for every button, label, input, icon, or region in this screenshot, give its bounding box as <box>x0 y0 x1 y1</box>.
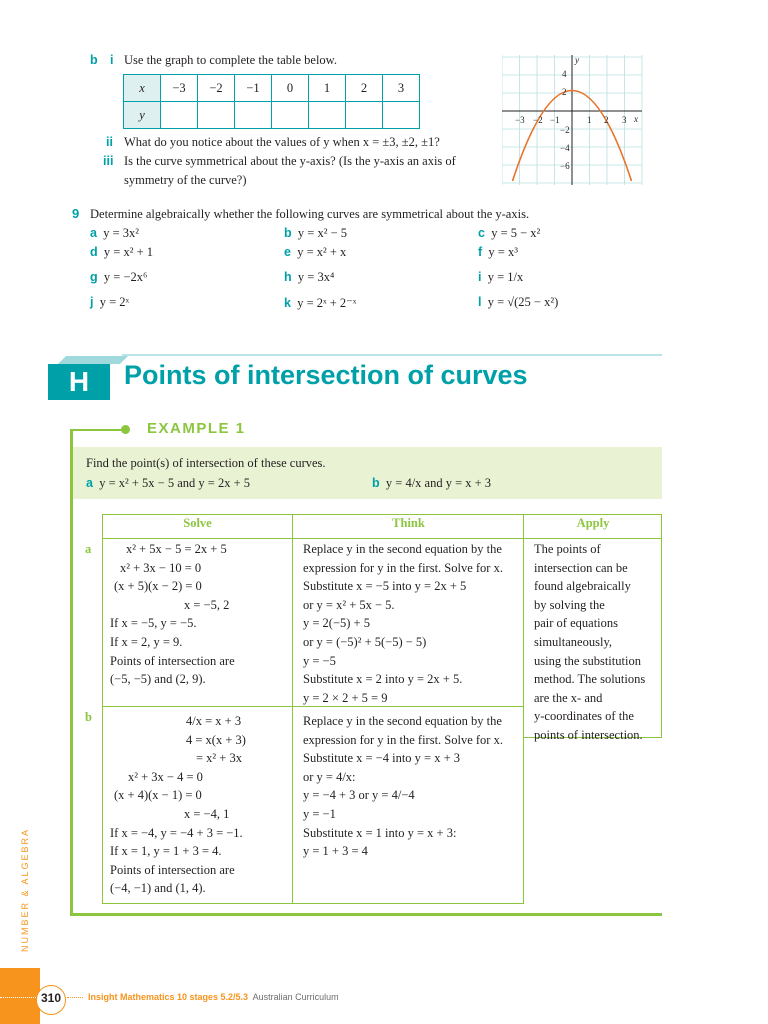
parabola-graph <box>502 55 644 187</box>
solve-line: 4 = x(x + 3) <box>186 732 246 747</box>
apply-line: pair of equations <box>534 616 619 631</box>
row-a-label: a <box>85 542 92 556</box>
item-letter: a <box>90 226 97 240</box>
apply-line: by solving the <box>534 597 605 612</box>
y-tick-label: −6 <box>560 161 570 171</box>
column-header-apply: Apply <box>576 516 610 530</box>
section-letter: H <box>48 364 110 400</box>
y-tick-label: −4 <box>560 143 570 153</box>
solve-line: x = −4, 1 <box>184 806 230 821</box>
solve-line: 4/x = x + 3 <box>186 714 242 728</box>
row-b-label: b <box>85 710 92 724</box>
table-x-cell: 0 <box>272 75 309 102</box>
item-expression: y = x² + 1 <box>103 245 153 259</box>
think-line: expression for y in the first. Solve for x. <box>303 732 503 747</box>
think-line: y = −1 <box>303 806 336 821</box>
think-line: Substitute x = 2 into y = 2x + 5. <box>303 672 463 687</box>
think-line: y = 1 + 3 = 4 <box>303 844 368 859</box>
solve-line: (x + 4)(x − 1) = 0 <box>114 788 202 803</box>
think-line: or y = x² + 5x − 5. <box>303 597 395 612</box>
item-expression: y = √(25 − x²) <box>487 295 559 309</box>
solve-line: (x + 5)(x − 2) = 0 <box>114 579 202 594</box>
item-letter: d <box>90 245 98 259</box>
item-letter: i <box>478 270 482 284</box>
solve-a-column <box>110 540 235 689</box>
apply-line: The points of <box>534 542 601 556</box>
example-prompt: Find the point(s) of intersection of these curves. <box>86 456 326 470</box>
x-tick-label: 1 <box>587 115 592 125</box>
think-line: or y = (−5)² + 5(−5) − 5) <box>303 634 427 649</box>
table-x-cell: 3 <box>383 75 420 102</box>
section-rule <box>122 354 662 356</box>
solve-line: (−4, −1) and (1, 4). <box>110 881 206 896</box>
prompt-part-a-letter: a <box>86 476 93 490</box>
think-line: expression for y in the first. Solve for x. <box>303 560 503 575</box>
think-line: Substitute x = −4 into y = x + 3 <box>303 751 461 766</box>
subpart-i-text: Use the graph to complete the table below. <box>124 53 338 67</box>
think-a-column <box>303 540 503 707</box>
example-left-border <box>70 429 73 915</box>
solve-line: x² + 3x − 4 = 0 <box>128 769 203 784</box>
think-b-column <box>303 712 503 861</box>
table-y-cell <box>198 102 235 129</box>
subpart-i-number: i <box>110 53 114 67</box>
page-number: 310 <box>40 991 62 1005</box>
item-expression: y = 5 − x² <box>491 226 541 240</box>
prompt-part-b-letter: b <box>372 476 380 490</box>
y-tick-label: 4 <box>562 69 567 79</box>
solve-line: x² + 5x − 5 = 2x + 5 <box>126 542 227 556</box>
apply-line: are the x- and <box>534 690 603 705</box>
item-letter: e <box>284 245 291 259</box>
item-letter: c <box>478 226 485 240</box>
solve-b-column <box>110 712 246 898</box>
section-title: Points of intersection of curves <box>124 360 528 390</box>
x-tick-label: −1 <box>550 115 560 125</box>
solve-line: If x = 2, y = 9. <box>110 634 183 649</box>
item-expression: y = x³ <box>488 245 518 259</box>
solve-line: (−5, −5) and (2, 9). <box>110 672 206 687</box>
prompt-part-a: y = x² + 5x − 5 and y = 2x + 5 <box>99 476 250 490</box>
think-line: y = −5 <box>303 653 336 668</box>
example-prompt-box <box>73 447 662 499</box>
item-expression: y = x² − 5 <box>297 226 347 240</box>
footer-text <box>88 992 339 1002</box>
apply-column <box>534 540 645 745</box>
apply-line: intersection can be <box>534 560 628 575</box>
apply-line: points of intersection. <box>534 727 643 742</box>
x-axis-label: x <box>634 114 638 124</box>
question-9-text: Determine algebraically whether the following curves are symmetrical about the y-axis. <box>90 207 530 221</box>
table-y-cell <box>309 102 346 129</box>
column-header-solve: Solve <box>183 516 212 530</box>
apply-line: found algebraically <box>534 579 631 594</box>
footer-curriculum: Australian Curriculum <box>252 992 339 1002</box>
apply-line: y-coordinates of the <box>534 709 634 724</box>
think-line: Substitute x = −5 into y = 2x + 5 <box>303 579 467 594</box>
x-tick-label: −2 <box>533 115 543 125</box>
question-9-number: 9 <box>72 206 80 221</box>
sidebar-strand-label: NUMBER & ALGEBRA <box>20 827 30 952</box>
footer-dots-left <box>0 997 40 999</box>
footer-book-title: Insight Mathematics 10 stages 5.2/5.3 <box>88 992 249 1002</box>
page-corner-tab <box>0 968 40 1024</box>
item-letter: l <box>478 295 482 309</box>
think-line: y = −4 + 3 or y = 4/−4 <box>303 788 415 803</box>
table-y-cell <box>161 102 198 129</box>
table-x-cell: 2 <box>346 75 383 102</box>
x-tick-label: 3 <box>622 115 627 125</box>
part-b-letter: b <box>90 53 98 67</box>
subpart-iii-number: iii <box>103 154 114 168</box>
example-bottom-border <box>70 913 662 916</box>
item-letter: b <box>284 226 292 240</box>
subpart-iii-text-2: symmetry of the curve?) <box>124 173 247 187</box>
solve-line: Points of intersection are <box>110 653 235 668</box>
item-expression: y = x² + x <box>297 245 347 259</box>
item-expression: y = 2ˣ <box>99 295 130 309</box>
solve-line: = x² + 3x <box>196 751 242 766</box>
think-line: or y = 4/x: <box>303 769 356 784</box>
table-y-cell <box>235 102 272 129</box>
solve-line: If x = −4, y = −4 + 3 = −1. <box>110 825 243 840</box>
solve-line: x² + 3x − 10 = 0 <box>120 560 202 575</box>
item-expression: y = 2ˣ + 2⁻ˣ <box>297 296 357 310</box>
apply-line: method. The solutions <box>534 672 646 687</box>
example-heading: EXAMPLE 1 <box>147 420 246 437</box>
y-axis-label: y <box>575 55 579 65</box>
think-line: y = 2(−5) + 5 <box>303 616 370 631</box>
item-expression: y = 1/x <box>487 270 524 284</box>
section-badge <box>48 356 120 400</box>
table-y-cell <box>272 102 309 129</box>
think-line: Substitute x = 1 into y = x + 3: <box>303 825 457 840</box>
y-tick-label: −2 <box>560 125 570 135</box>
solve-line: Points of intersection are <box>110 862 235 877</box>
think-line: y = 2 × 2 + 5 = 9 <box>303 690 388 705</box>
think-line: Replace y in the second equation by the <box>303 714 502 728</box>
think-line: Replace y in the second equation by the <box>303 542 502 556</box>
item-expression: y = 3x² <box>103 226 140 240</box>
table-x-cell: −1 <box>235 75 272 102</box>
example-top-rule <box>70 429 125 431</box>
solve-line: If x = −5, y = −5. <box>110 616 197 631</box>
item-letter: f <box>478 245 483 259</box>
table-x-header: x <box>124 75 161 102</box>
item-letter: k <box>284 296 291 310</box>
table-x-cell: −2 <box>198 75 235 102</box>
table-y-header: y <box>124 102 161 129</box>
table-y-cell <box>383 102 420 129</box>
column-header-think: Think <box>392 516 425 530</box>
item-expression: y = 3x⁴ <box>297 270 335 284</box>
prompt-part-b: y = 4/x and y = x + 3 <box>385 476 492 490</box>
item-letter: j <box>90 295 94 309</box>
apply-line: simultaneously, <box>534 634 613 649</box>
footer-dots-right <box>67 997 83 999</box>
table-x-cell: 1 <box>309 75 346 102</box>
table-x-cell: −3 <box>161 75 198 102</box>
solve-line: x = −5, 2 <box>184 597 230 612</box>
y-tick-label: 2 <box>562 87 567 97</box>
solve-line: If x = 1, y = 1 + 3 = 4. <box>110 844 222 859</box>
item-letter: h <box>284 270 292 284</box>
subpart-iii-text-1: Is the curve symmetrical about the y-axis? (Is the y-axis an axis of <box>124 154 456 168</box>
subpart-ii-number: ii <box>106 135 113 149</box>
x-tick-label: −3 <box>515 115 525 125</box>
item-letter: g <box>90 270 98 284</box>
example-bullet <box>121 425 130 434</box>
value-table <box>123 74 420 129</box>
table-y-cell <box>346 102 383 129</box>
item-expression: y = −2x⁶ <box>103 270 148 284</box>
subpart-ii-text: What do you notice about the values of y when x = ±3, ±2, ±1? <box>124 135 440 149</box>
x-tick-label: 2 <box>604 115 609 125</box>
apply-line: using the substitution <box>534 653 641 668</box>
